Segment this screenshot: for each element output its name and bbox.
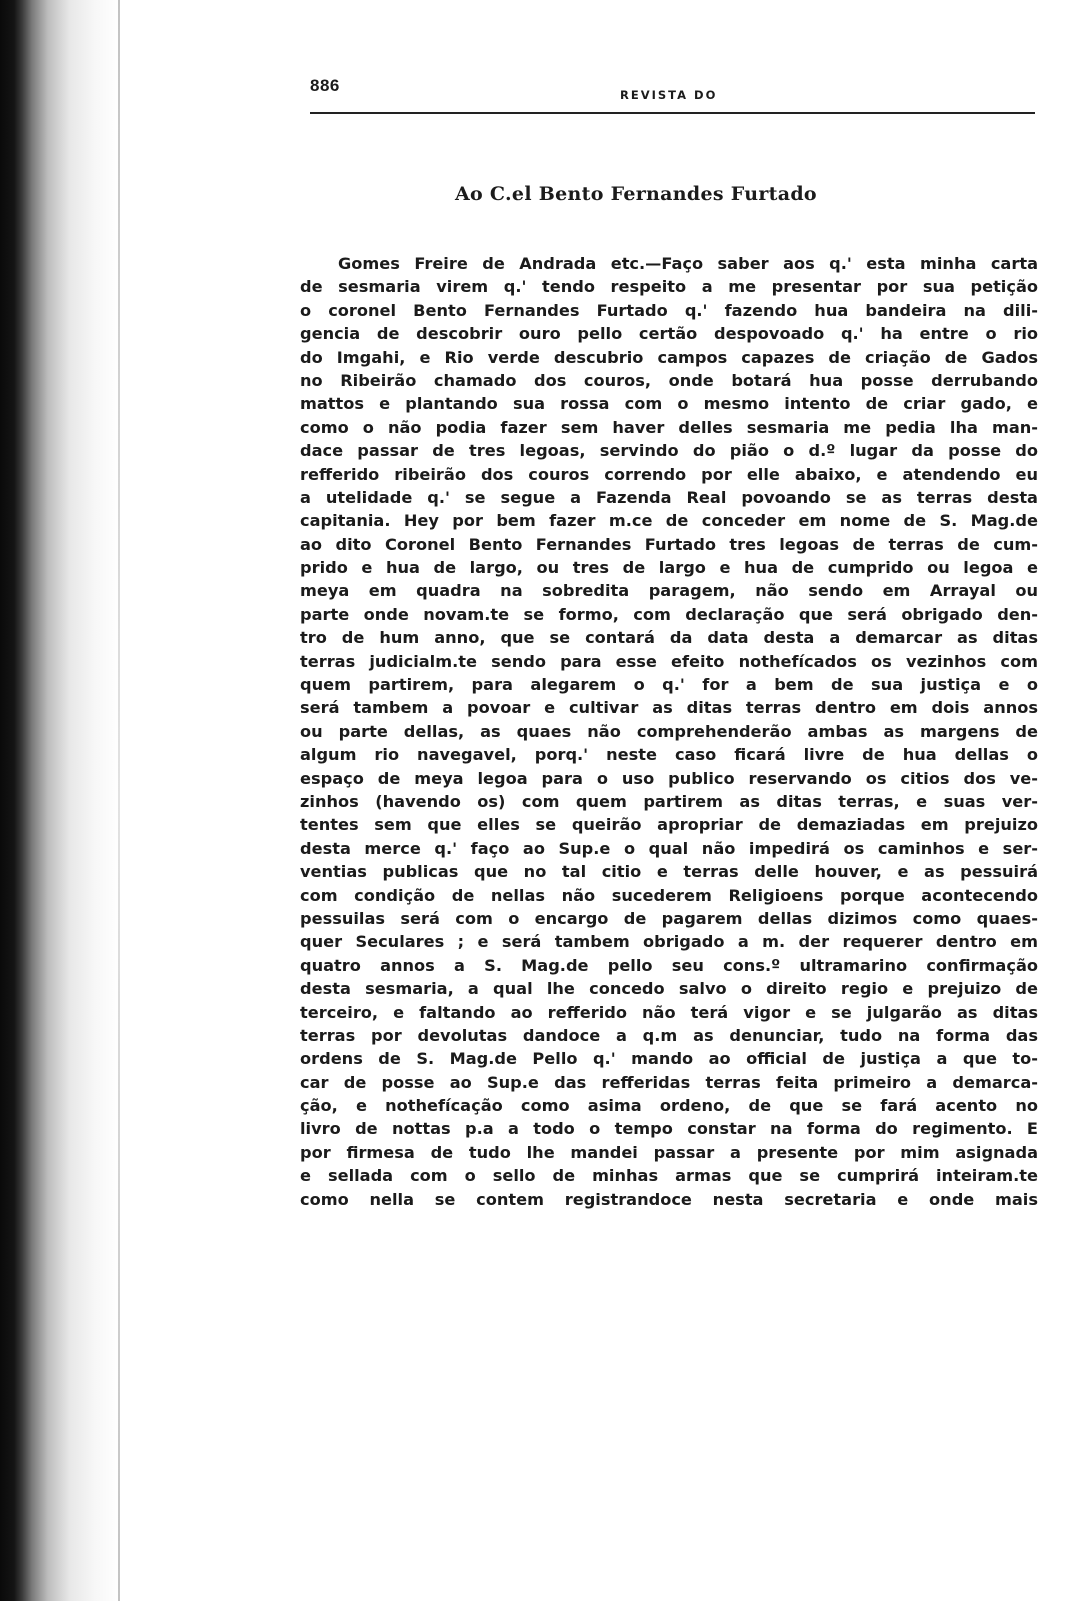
text-line: car de posse ao Sup.e das refferidas terras feita primeiro a demarca- [300,1072,1038,1092]
header-rule [310,112,1035,114]
text-line: no Ribeirão chamado dos couros, onde botará hua posse derrubando [300,370,1038,390]
text-line: e sellada com o sello de minhas armas que se cumprirá inteiram.te [300,1166,1038,1186]
text-line: capitania. Hey por bem fazer m.ce de conceder em nome de S. Mag.de [300,511,1038,531]
text-line: como nella se contem registrandoce nesta secretaria e onde mais [300,1189,1038,1209]
text-line: de sesmaria virem q.' tendo respeito a me presentar por sua petição [300,277,1038,297]
page-header [310,72,1038,102]
text-line: terras por devolutas dandoce a q.m as denunciar, tudo na forma das [300,1025,1038,1045]
text-line: algum rio navegavel, porq.' neste caso ficará livre de hua dellas o [300,745,1038,765]
text-line: tentes sem que elles se queirão apropriar de demaziadas em prejuizo [300,815,1038,835]
text-line: quem partirem, para alegarem o q.' for a bem de sua justiça e o [300,675,1038,695]
text-line: prido e hua de largo, ou tres de largo e hua de cumprido ou legoa e [300,558,1038,578]
text-line: com condição de nellas não sucederem Religioens porque acontecendo [300,885,1038,905]
text-line: ao dito Coronel Bento Fernandes Furtado tres legoas de terras de cum- [300,534,1038,554]
text-line: mattos e plantando sua rossa com o mesmo intento de criar gado, e [300,394,1038,414]
text-line: a utelidade q.' se segue a Fazenda Real povoando se as terras desta [300,487,1038,507]
text-line: por firmesa de tudo lhe mandei passar a presente por mim asignada [300,1142,1038,1162]
text-line: ordens de S. Mag.de Pello q.' mando ao official de justiça a que to- [300,1049,1038,1069]
text-line: como o não podia fazer sem haver delles sesmaria me pedia lha man- [300,417,1038,437]
text-line: do Imgahi, e Rio verde descubrio campos capazes de criação de Gados [300,347,1038,367]
text-line: ou parte dellas, as quaes não comprehenderão ambas as margens de [300,721,1038,741]
running-head: REVISTA DO [620,88,718,102]
gutter-line [118,0,120,1601]
text-line: tro de hum anno, que se contará da data desta a demarcar as ditas [300,628,1038,648]
text-line: terras judicialm.te sendo para esse efeito nothefícados os vezinhos com [300,651,1038,671]
text-line: desta sesmaria, a qual lhe concedo salvo o direito regio e prejuizo de [300,979,1038,999]
text-line: ventias publicas que no tal citio e terras delle houver, e as pessuirá [300,862,1038,882]
body-text [300,252,1038,1211]
text-line: quer Seculares ; e será tambem obrigado a m. der requerer dentro em [300,932,1038,952]
text-line: zinhos (havendo os) com quem partirem as ditas terras, e suas ver- [300,791,1038,811]
text-line: será tambem a povoar e cultivar as ditas terras dentro em dois annos [300,698,1038,718]
text-line: livro de nottas p.a a todo o tempo constar na forma do regimento. E [300,1119,1038,1139]
text-line: Gomes Freire de Andrada etc.—Faço saber aos q.' esta minha carta [338,254,1038,273]
text-line: dace passar de tres legoas, servindo do pião o d.º lugar da posse do [300,441,1038,461]
text-line: terceiro, e faltando ao refferido não terá vigor e se julgarão as ditas [300,1002,1038,1022]
section-title: Ao C.el Bento Fernandes Furtado [455,183,817,205]
text-line: gencia de descobrir ouro pello certão despovoado q.' ha entre o rio [300,324,1038,344]
text-line: pessuilas será com o encargo de pagarem dellas dizimos como quaes- [300,908,1038,928]
book-binding-shadow [0,0,120,1601]
text-line: ção, e nothefícação como asima ordeno, de que se fará acento no [300,1096,1038,1116]
text-line: desta merce q.' faço ao Sup.e o qual não impedirá os caminhos e ser- [300,838,1038,858]
text-line: refferido ribeirão dos couros correndo por elle abaixo, e atendendo eu [300,464,1038,484]
text-line: parte onde novam.te se formo, com declaração que será obrigado den- [300,604,1038,624]
text-line: quatro annos a S. Mag.de pello seu cons.º ultramarino confirmação [300,955,1038,975]
text-line: espaço de meya legoa para o uso publico reservando os citios dos ve- [300,768,1038,788]
text-line: meya em quadra na sobredita paragem, não sendo em Arrayal ou [300,581,1038,601]
text-line: o coronel Bento Fernandes Furtado q.' fazendo hua bandeira na dili- [300,300,1038,320]
page-number: 886 [310,76,340,95]
